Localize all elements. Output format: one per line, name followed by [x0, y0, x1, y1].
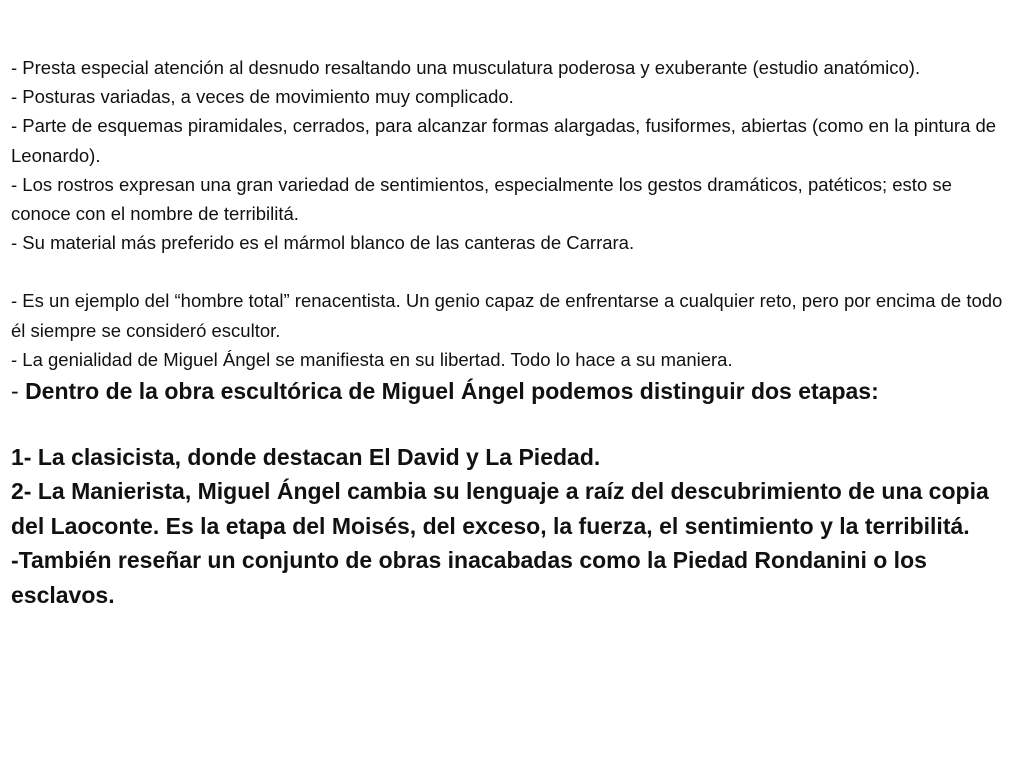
spacer: [11, 257, 1013, 286]
slide-content: [11, 53, 1013, 612]
point-postures: - Posturas variadas, a veces de movimiento muy complicado.: [11, 86, 514, 108]
point-genius: - La genialidad de Miguel Ángel se manifiesta en su libertad. Todo lo hace a su maniera.: [11, 348, 733, 370]
point-schemes: - Parte de esquemas piramidales, cerrados, para alcanzar formas alargadas, fusiformes, abiertas (como en la pintura de Leonardo).: [11, 115, 997, 166]
point-faces: - Los rostros expresan una gran variedad de sentimientos, especialmente los gestos dramáticos, patéticos; esto se conoce con el nombre de terribilitá.: [11, 173, 952, 225]
spacer: [11, 409, 1013, 440]
stages-intro: [11, 374, 1013, 409]
point-anatomy: - Presta especial atención al desnudo resaltando una musculatura poderosa y exuberante (estudio anatómico).: [11, 57, 921, 78]
stages-intro-dash: -: [11, 378, 26, 405]
stage-mannerist: 2- La Manierista, Miguel Ángel cambia su lenguaje a raíz del descubrimiento de una copia del Laoconte. Es la etapa del Moisés, del exceso, la fuerza, el sentimiento y la terribilitá.: [11, 478, 989, 539]
stage-classicist: 1- La clasicista, donde destacan El David y La Piedad.: [11, 443, 601, 470]
point-material: - Su material más preferido es el mármol blanco de las canteras de Carrara.: [11, 232, 635, 254]
point-total-man: - Es un ejemplo del “hombre total” renacentista. Un genio capaz de enfrentarse a cualquier reto, pero por encima de todo él siempre se consideró escultor.: [11, 290, 1003, 341]
stage-unfinished: -También reseñar un conjunto de obras inacabadas como la Piedad Rondanini o los esclavos.: [11, 547, 927, 608]
stages-intro-text: Dentro de la obra escultórica de Miguel Ángel podemos distinguir dos etapas:: [25, 378, 879, 405]
